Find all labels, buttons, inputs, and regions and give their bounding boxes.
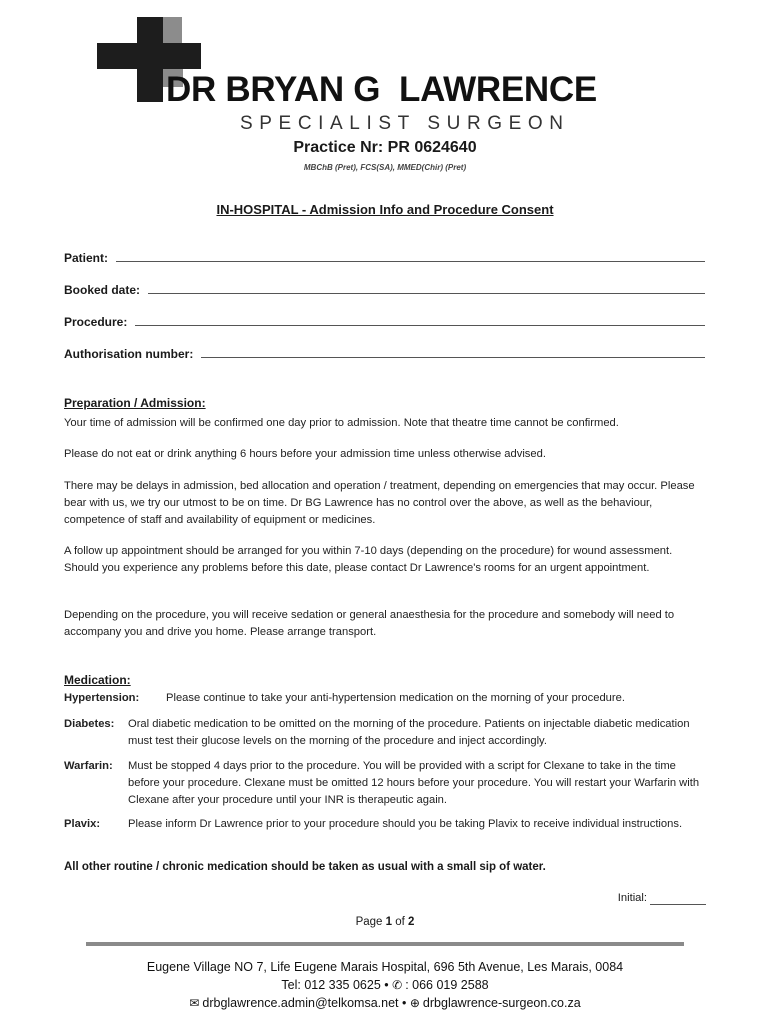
- medication-text: Please inform Dr Lawrence prior to your procedure should you be taking Plavix to receive individual instructions.: [128, 818, 683, 830]
- whatsapp-icon: ✆: [392, 978, 403, 992]
- page-current: 1: [385, 916, 393, 928]
- preparation-paragraph: Please do not eat or drink anything 6 hours before your admission time unless otherwise advised.: [64, 448, 546, 460]
- logo-cross-shade-top: [163, 17, 182, 43]
- page-number: [0, 916, 770, 928]
- page-prefix: Page: [355, 916, 386, 928]
- footer-tel: Tel: 012 335 0625: [281, 978, 381, 992]
- field-label: Procedure:: [64, 315, 128, 329]
- routine-medication-note: All other routine / chronic medication should be taken as usual with a small sip of water.: [64, 861, 546, 873]
- medication-label: Hypertension:: [64, 692, 140, 704]
- preparation-paragraph: Your time of admission will be confirmed one day prior to admission. Note that theatre time cannot be confirmed.: [64, 417, 619, 429]
- medication-label: Plavix:: [64, 818, 101, 830]
- specialty-subtitle: SPECIALIST SURGEON: [240, 113, 570, 134]
- footer-whatsapp: : 066 019 2588: [405, 978, 489, 992]
- medication-text: Must be stopped 4 days prior to the procedure. You will be provided with a script for Clexane to take in the time before your procedure. Clexane must be omitted 12 hours before your procedure. You will restart your Warfarin with Clexane after your procedure until your INR is therapeutic again.: [128, 760, 700, 806]
- footer-online: [0, 996, 770, 1010]
- medication-heading: Medication:: [64, 673, 131, 687]
- bullet-separator: •: [384, 978, 393, 992]
- preparation-paragraph: Depending on the procedure, you will receive sedation or general anaesthesia for the procedure and somebody will need to accompany you and drive you home. Please arrange transport.: [64, 609, 675, 638]
- medication-warfarin: [64, 758, 708, 809]
- field-label: Booked date:: [64, 283, 141, 297]
- logo-cross-horizontal: [97, 43, 201, 69]
- footer-contact: [0, 978, 770, 992]
- field-blank-line[interactable]: [135, 324, 705, 326]
- footer-divider: [86, 942, 684, 946]
- field-blank-line[interactable]: [148, 292, 705, 294]
- footer-email[interactable]: drbglawrence.admin@telkomsa.net: [202, 996, 399, 1010]
- procedure-field[interactable]: [64, 315, 705, 329]
- preparation-paragraph: A follow up appointment should be arranged for you within 7-10 days (depending on the procedure) for wound assessment. Should you experience any problems before this date, please contact Dr Lawrence's rooms for an urgent appointment.: [64, 545, 673, 574]
- medication-hypertension: [64, 690, 708, 707]
- footer-address: Eugene Village NO 7, Life Eugene Marais Hospital, 696 5th Avenue, Les Marais, 0084: [146, 960, 624, 974]
- globe-icon: ⊕: [409, 996, 420, 1010]
- medication-label: Warfarin:: [64, 760, 113, 772]
- patient-field[interactable]: [64, 251, 705, 265]
- preparation-heading: Preparation / Admission:: [64, 396, 206, 410]
- initial-label: Initial:: [617, 892, 647, 904]
- field-label: Patient:: [64, 251, 109, 265]
- email-icon: ✉: [189, 996, 200, 1010]
- bullet-separator: •: [402, 996, 410, 1010]
- booked-date-field[interactable]: [64, 283, 705, 297]
- page-total: 2: [408, 916, 415, 928]
- authorisation-number-field[interactable]: [64, 347, 705, 361]
- page-sep: of: [392, 916, 409, 928]
- medication-text: Oral diabetic medication to be omitted on the morning of the procedure. Patients on injectable diabetic medication must test their glucose levels on the morning of the procedure and inject accordingly.: [128, 718, 690, 747]
- medication-diabetes: [64, 716, 708, 750]
- field-label: Authorisation number:: [64, 347, 194, 361]
- footer-website[interactable]: drbglawrence-surgeon.co.za: [422, 996, 581, 1010]
- preparation-paragraph: There may be delays in admission, bed allocation and operation / treatment, depending on emergencies that may occur. Please bear with us, we try our utmost to be on time. Dr BG Lawrence has no control over the above, as well as the behaviour, competence of staff and availability of equipment or medicines.: [64, 480, 695, 526]
- practice-number: Practice Nr: PR 0624640: [293, 139, 477, 156]
- initial-field[interactable]: [618, 892, 706, 905]
- field-blank-line[interactable]: [116, 260, 705, 262]
- document-title: IN-HOSPITAL - Admission Info and Procedure Consent: [216, 202, 554, 217]
- field-blank-line[interactable]: [201, 356, 705, 358]
- doctor-name: DR BRYAN G LAWRENCE: [166, 70, 597, 109]
- medication-plavix: [64, 816, 708, 833]
- medication-text: Please continue to take your anti-hypertension medication on the morning of your procedure.: [166, 692, 625, 704]
- medication-label: Diabetes:: [64, 718, 115, 730]
- qualifications: MBChB (Pret), FCS(SA), MMED(Chir) (Pret): [303, 163, 467, 172]
- initial-blank-line[interactable]: [650, 892, 706, 905]
